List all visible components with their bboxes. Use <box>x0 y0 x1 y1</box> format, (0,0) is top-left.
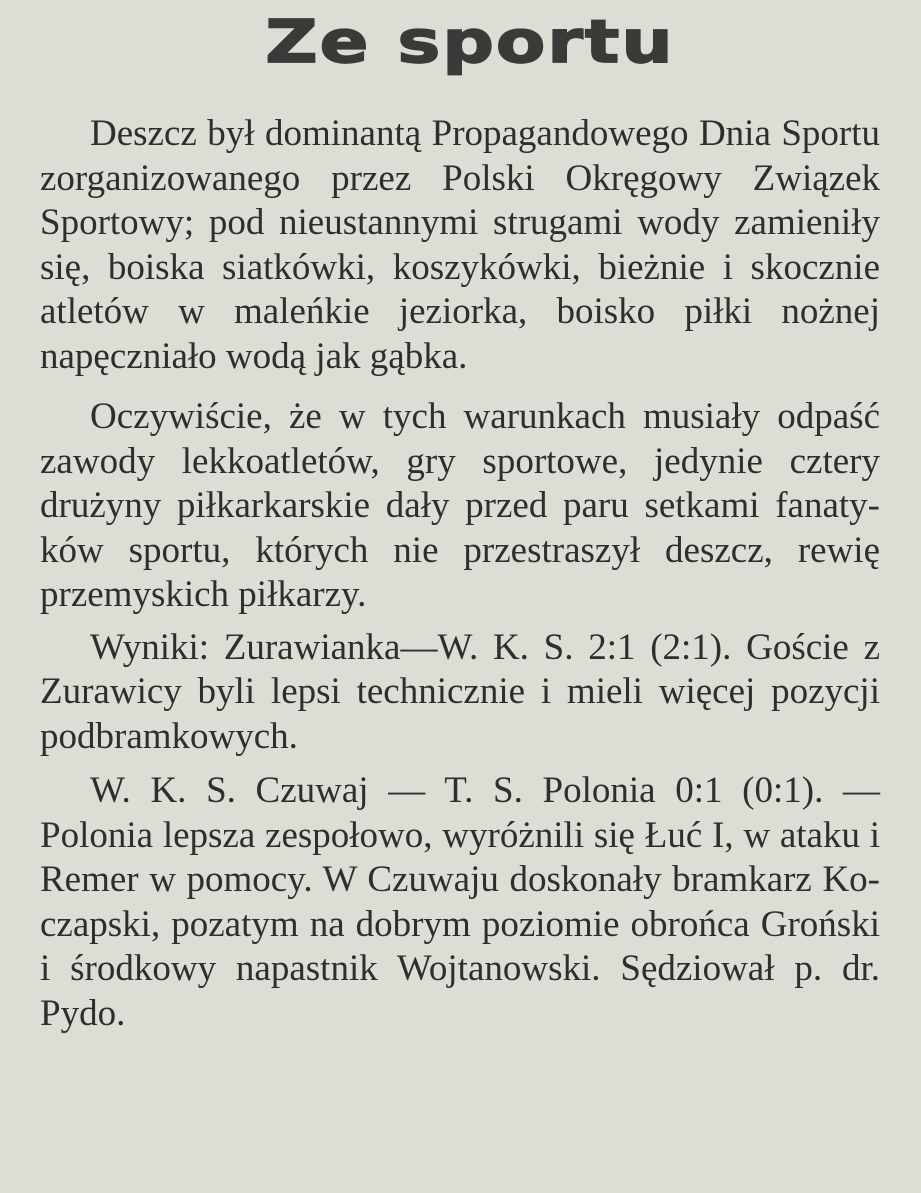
paragraph-results-czuwaj: W. K. S. Czuwaj — T. S. Polonia 0:1 (0:1). — Polonia lepsza zespołowo, wyróżnili się Łuć I, w ataku i Remer w pomocy. W Czuwaju doskonały bramkarz Koczapski, pozatym na dobrym poziomie obrońca Groński i środkowy napastnik Wojtanowski. Sędziował p. dr. Pydo. <box>40 770 880 1034</box>
article-body <box>40 112 880 1052</box>
headline: Ze sportu <box>265 6 675 76</box>
paragraph-conditions: Oczywiście, że w tych warunkach musiały odpaść zawody lekkoatletów, gry sportowe, jedynie cztery drużyny piłkarkarskie dały przed paru setkami fanatyków sportu, których nie przestraszył deszcz, rewię przemyskich piłkarzy. <box>40 396 880 615</box>
paragraph-rain: Deszcz był dominantą Propagandowego Dnia Sportu zorganizowanego przez Polski Okręgowy Związek Sportowy; pod nieustannymi strugami wody zamieniły się, boiska siatkówki, koszykówki, bieżnie i skocznie atletów w maleńkie jeziorka, boisko piłki nożnej napęczniało wodą jak gąbka. <box>40 113 880 377</box>
paragraph-results-zurawianka: Wyniki: Zurawianka—W. K. S. 2:1 (2:1). Goście z Zurawicy byli lepsi technicznie i mieli więcej pozycji podbramkowych. <box>40 626 880 757</box>
